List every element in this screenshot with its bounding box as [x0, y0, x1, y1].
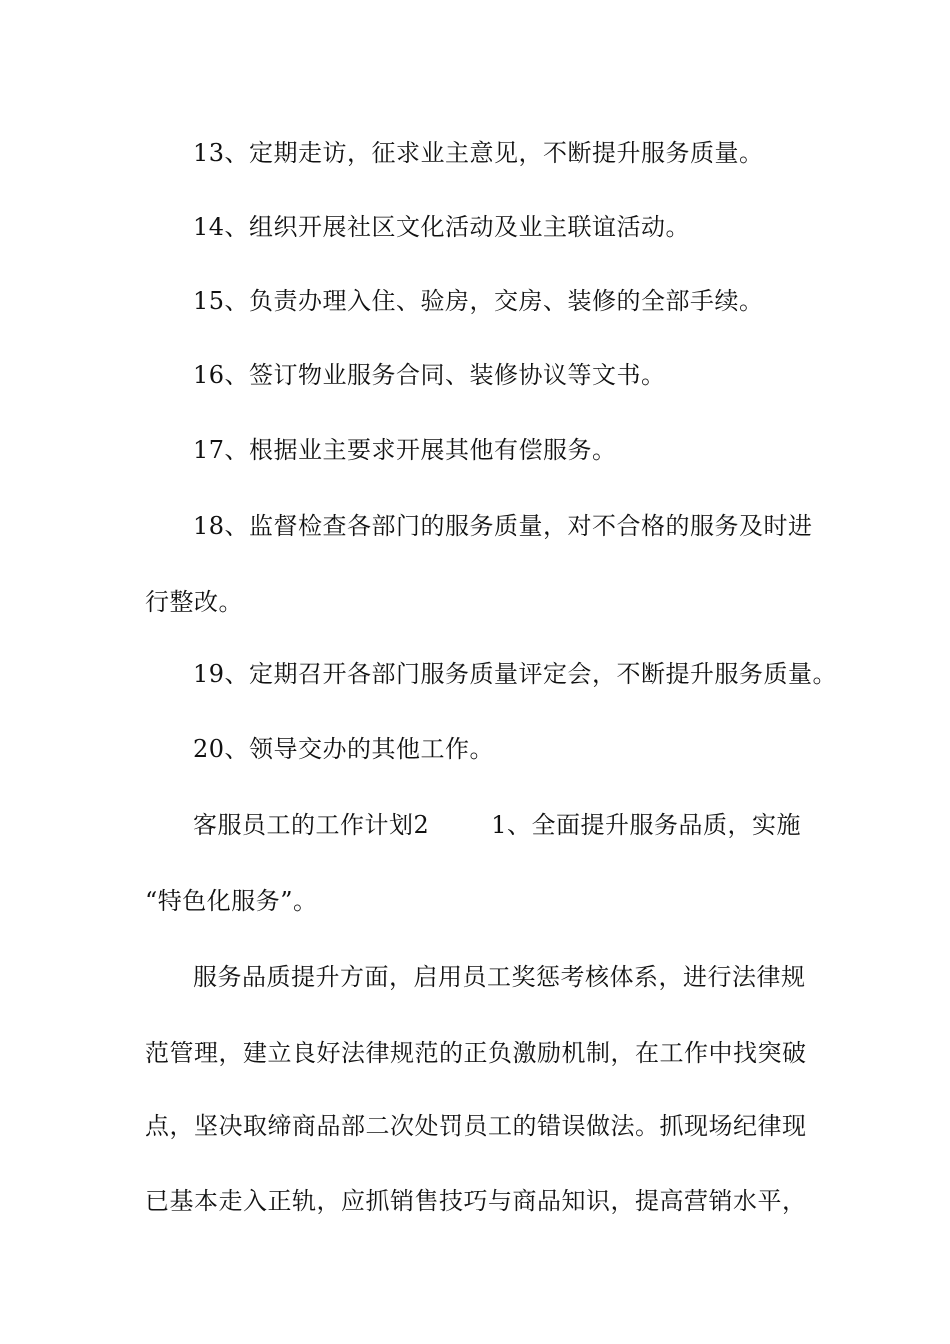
paragraph-line-20: 20、领导交办的其他工作。 — [193, 735, 495, 763]
body-paragraph-line-2: 范管理，建立良好法律规范的正负激励机制，在工作中找突破 — [145, 1039, 807, 1067]
section-first-item: 1、全面提升服务品质，实施 — [491, 811, 802, 839]
paragraph-line-15: 15、负责办理入住、验房，交房、装修的全部手续。 — [193, 287, 764, 315]
section-title: 客服员工的工作计划2 — [193, 811, 430, 839]
body-paragraph-line-4: 已基本走入正轨，应抓销售技巧与商品知识，提高营销水平， — [145, 1187, 807, 1215]
paragraph-line-19: 19、定期召开各部门服务质量评定会，不断提升服务质量。 — [193, 660, 838, 688]
body-paragraph-line-1: 服务品质提升方面，启用员工奖惩考核体系，进行法律规 — [193, 963, 806, 991]
paragraph-line-18-continuation: 行整改。 — [145, 588, 243, 616]
paragraph-line-16: 16、签订物业服务合同、装修协议等文书。 — [193, 361, 666, 389]
section-title-line — [193, 809, 863, 841]
paragraph-line-13: 13、定期走访，征求业主意见，不断提升服务质量。 — [193, 139, 764, 167]
paragraph-line-18: 18、监督检查各部门的服务质量，对不合格的服务及时进 — [193, 512, 813, 540]
body-paragraph-line-3: 点，坚决取缔商品部二次处罚员工的错误做法。抓现场纪律现 — [145, 1112, 807, 1140]
paragraph-line-17: 17、根据业主要求开展其他有偿服务。 — [193, 436, 617, 464]
section-first-item-continuation: “特色化服务”。 — [145, 887, 318, 915]
paragraph-line-14: 14、组织开展社区文化活动及业主联谊活动。 — [193, 213, 691, 241]
